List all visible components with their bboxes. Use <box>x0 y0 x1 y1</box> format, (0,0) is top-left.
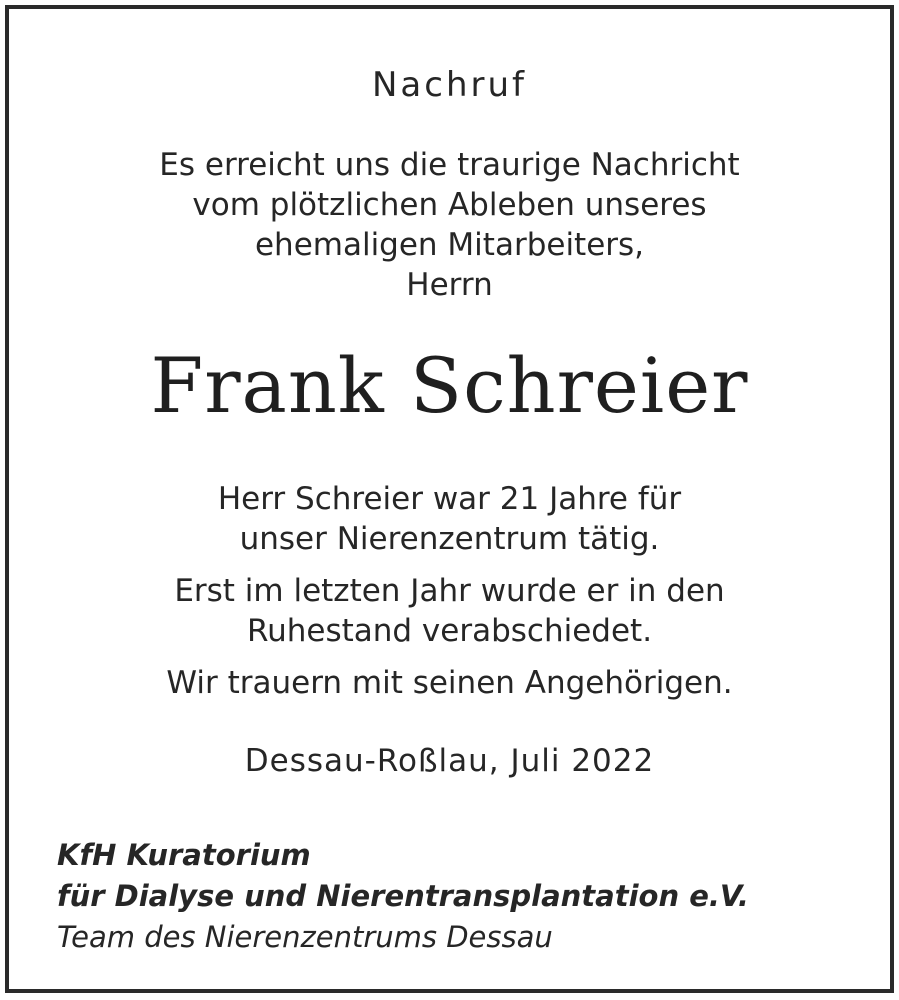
body-text <box>9 479 890 715</box>
intro-line: ehemaligen Mitarbeiters, <box>254 227 645 263</box>
intro-line: vom plötzlichen Ableben unseres <box>192 187 707 223</box>
body-paragraph <box>9 571 890 651</box>
body-line: unser Nierenzentrum tätig. <box>239 521 660 557</box>
body-line: Ruhestand verabschiedet. <box>246 613 653 649</box>
team-name: Team des Nierenzentrums Dessau <box>57 920 553 954</box>
body-line: Wir trauern mit seinen Angehörigen. <box>166 665 733 701</box>
body-paragraph <box>9 663 890 703</box>
deceased-name: Frank Schreier <box>150 341 749 430</box>
obituary-heading: Nachruf <box>371 65 527 105</box>
body-line: Erst im letzten Jahr wurde er in den <box>174 573 725 609</box>
intro-text <box>9 145 890 305</box>
body-paragraph <box>9 479 890 559</box>
obituary-frame <box>5 5 894 993</box>
signature-block <box>57 835 749 958</box>
organization-name: KfH Kuratorium <box>57 838 311 872</box>
intro-line: Herrn <box>406 267 493 303</box>
organization-subtitle: für Dialyse und Nierentransplantation e.V. <box>57 879 749 913</box>
body-line: Herr Schreier war 21 Jahre für <box>217 481 682 517</box>
place-date: Dessau-Roßlau, Juli 2022 <box>244 743 655 779</box>
intro-line: Es erreicht uns die traurige Nachricht <box>159 147 740 183</box>
